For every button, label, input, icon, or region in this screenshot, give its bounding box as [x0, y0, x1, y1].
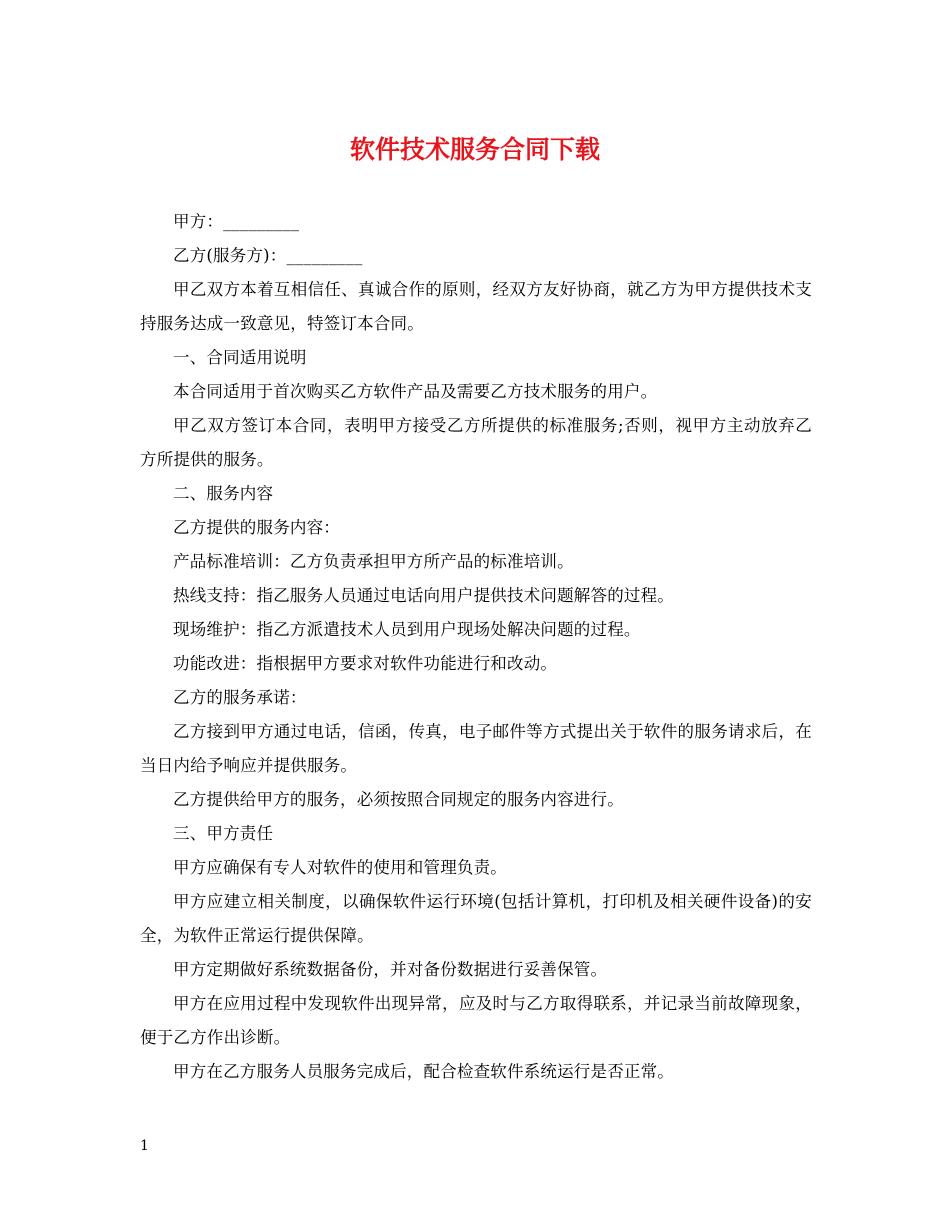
body-paragraph: 甲方在乙方服务人员服务完成后，配合检查软件系统运行是否正常。 — [173, 1062, 674, 1081]
body-paragraph: 乙方接到甲方通过电话，信函，传真，电子邮件等方式提出关于软件的服务请求后，在当日内给予响应并提供服务。 — [140, 722, 812, 775]
body-paragraph: 甲方应建立相关制度，以确保软件运行环境(包括计算机，打印机及相关硬件设备)的安全，为软件正常运行提供保障。 — [140, 892, 812, 945]
body-paragraph: 功能改进：指根据甲方要求对软件功能进行和改动。 — [173, 654, 558, 673]
body-paragraph: 乙方提供给甲方的服务，必须按照合同规定的服务内容进行。 — [173, 790, 624, 809]
document-title: 软件技术服务合同下载 — [349, 135, 600, 164]
body-paragraph: 热线支持：指乙服务人员通过电话向用户提供技术问题解答的过程。 — [173, 586, 674, 605]
page-number: 1 — [140, 1138, 149, 1154]
section-heading-2: 二、服务内容 — [173, 484, 274, 503]
body-paragraph: 本合同适用于首次购买乙方软件产品及需要乙方技术服务的用户。 — [173, 382, 658, 401]
body-paragraph: 乙方提供的服务内容： — [173, 518, 340, 537]
section-heading-1: 一、合同适用说明 — [173, 348, 307, 367]
body-paragraph: 甲方定期做好系统数据备份，并对备份数据进行妥善保管。 — [173, 960, 608, 979]
document-body — [140, 205, 812, 1089]
body-paragraph: 甲方在应用过程中发现软件出现异常，应及时与乙方取得联系，并记录当前故障现象，便于乙方作出诊断。 — [140, 994, 812, 1047]
body-paragraph: 现场维护：指乙方派遣技术人员到用户现场处解决问题的过程。 — [173, 620, 641, 639]
party-a-line: 甲方：_________ — [173, 212, 300, 231]
preamble-paragraph: 甲乙双方本着互相信任、真诚合作的原则，经双方友好协商，就乙方为甲方提供技术支持服务达成一致意见，特签订本合同。 — [140, 280, 812, 333]
body-paragraph: 乙方的服务承诺： — [173, 688, 307, 707]
party-b-line: 乙方(服务方)：_________ — [173, 246, 363, 265]
body-paragraph: 甲方应确保有专人对软件的使用和管理负责。 — [173, 858, 507, 877]
section-heading-3: 三、甲方责任 — [173, 824, 274, 843]
body-paragraph: 产品标准培训：乙方负责承担甲方所产品的标准培训。 — [173, 552, 574, 571]
body-paragraph: 甲乙双方签订本合同，表明甲方接受乙方所提供的标准服务;否则，视甲方主动放弃乙方所提供的服务。 — [140, 416, 812, 469]
